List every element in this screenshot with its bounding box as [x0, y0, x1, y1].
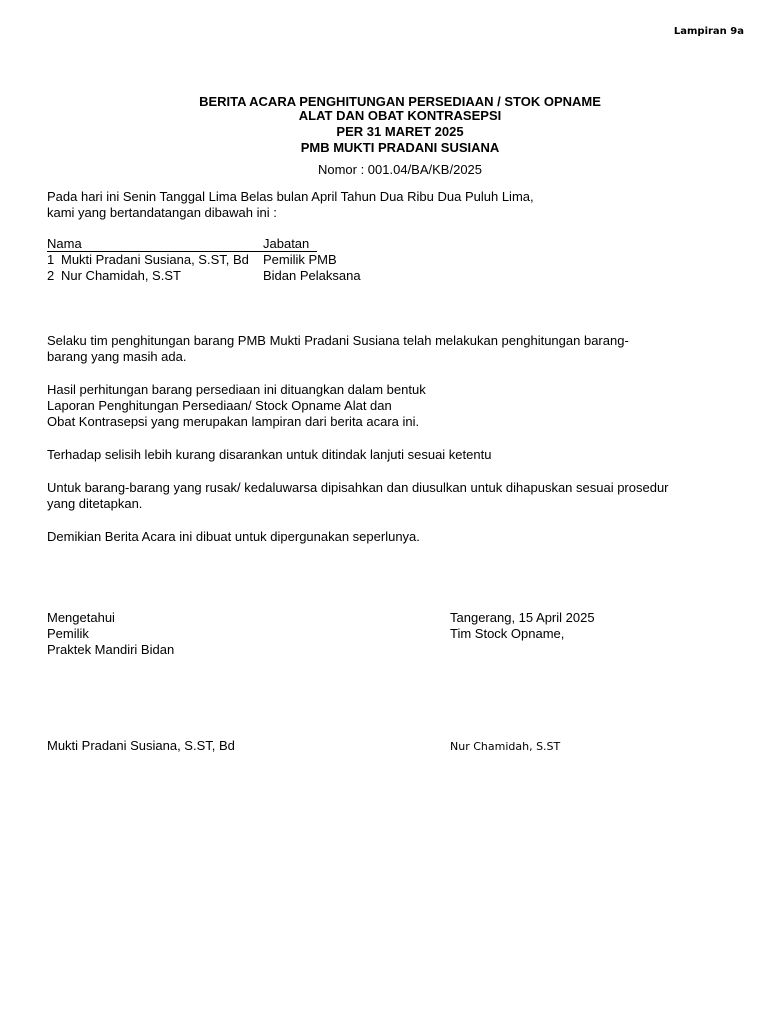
signature-left-line-1: Mengetahui [47, 610, 115, 625]
paragraph-4-line-1: Untuk barang-barang yang rusak/ kedaluwarsa dipisahkan dan diusulkan untuk dihapuskan sesuai prosedur [47, 480, 669, 495]
table-header-name: Nama [47, 236, 82, 251]
intro-line-1: Pada hari ini Senin Tanggal Lima Belas bulan April Tahun Dua Ribu Dua Puluh Lima, [47, 189, 534, 204]
paragraph-1-line-1: Selaku tim penghitungan barang PMB Mukti Pradani Susiana telah melakukan penghitungan barang- [47, 333, 629, 348]
paragraph-2-line-3: Obat Kontrasepsi yang merupakan lampiran dari berita acara ini. [47, 414, 420, 429]
table-row-position: Bidan Pelaksana [263, 268, 361, 283]
intro-line-2: kami yang bertandatangan dibawah ini : [47, 205, 277, 220]
signature-left-name: Mukti Pradani Susiana, S.ST, Bd [47, 738, 235, 753]
signature-right-date: Tangerang, 15 April 2025 [450, 610, 595, 625]
signature-left-line-2: Pemilik [47, 626, 89, 641]
attachment-label: Lampiran 9a [673, 26, 744, 37]
document-title-clinic: PMB MUKTI PRADANI SUSIANA [300, 140, 500, 155]
signature-right-line-2: Tim Stock Opname, [450, 626, 565, 641]
table-row-name: Nur Chamidah, S.ST [61, 268, 181, 283]
document-title-line-2: ALAT DAN OBAT KONTRASEPSI [298, 108, 502, 123]
document-title-period: PER 31 MARET 2025 [336, 124, 464, 139]
signature-right-name: Nur Chamidah, S.ST [450, 740, 561, 753]
table-row-position: Pemilik PMB [263, 252, 337, 267]
document-number: Nomor : 001.04/BA/KB/2025 [317, 162, 483, 177]
closing-statement: Demikian Berita Acara ini dibuat untuk dipergunakan seperlunya. [47, 529, 420, 544]
paragraph-2-line-1: Hasil perhitungan barang persediaan ini dituangkan dalam bentuk [47, 382, 426, 397]
paragraph-2-line-2: Laporan Penghitungan Persediaan/ Stock Opname Alat dan [47, 398, 392, 413]
document-title-line-1: BERITA ACARA PENGHITUNGAN PERSEDIAAN / STOK OPNAME [199, 94, 601, 109]
table-header-position: Jabatan [263, 236, 310, 251]
signature-left-line-3: Praktek Mandiri Bidan [47, 642, 175, 657]
paragraph-3: Terhadap selisih lebih kurang disarankan untuk ditindak lanjuti sesuai ketentu [47, 447, 492, 462]
table-row-number: 2 [47, 268, 55, 283]
paragraph-1-line-2: barang yang masih ada. [47, 349, 187, 364]
table-row-number: 1 [47, 252, 55, 267]
table-row-name: Mukti Pradani Susiana, S.ST, Bd [61, 252, 249, 267]
paragraph-4-line-2: yang ditetapkan. [47, 496, 143, 511]
